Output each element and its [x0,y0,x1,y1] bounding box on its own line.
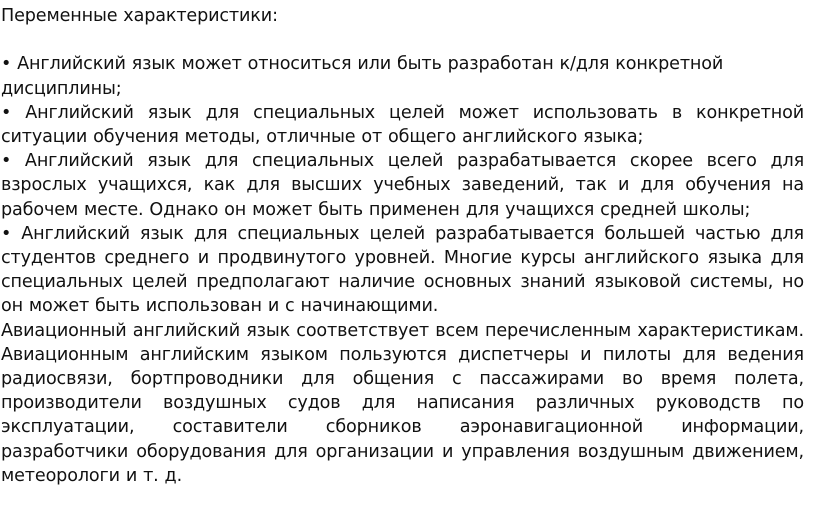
blank-line [1,28,804,52]
bullet-item-4: • Английский язык для специальных целей разрабатывается большей частью для студентов среднего и продвинутого уровней. Многие курсы английского языка для специальных целей предполагают наличие основных знаний языковой системы, но он может быть использован и с начинающими. [1,223,804,317]
bullet-item-1: • Английский язык может относиться или быть разработан к/для конкретной дисциплины; [1,54,724,99]
bullet-item-3: • Английский язык для специальных целей разрабатывается скорее всего для взрослых учащихся, как для высших учебных заведений, так и для обучения на рабочем месте. Однако он может быть применен для учащихся средней школы; [1,151,804,220]
bullet-item-2: • Английский язык для специальных целей может использовать в конкретной ситуации обучения методы, отличные от общего английского языка; [1,102,804,147]
heading: Переменные характеристики: [1,6,278,26]
aviation-paragraph: Авиационный английский язык соответствует всем перечисленным характеристикам. Авиационным английским языком пользуются диспетчеры и пилоты для ведения радиосвязи, бортпроводники для общения с пассажирами во время полета, производители воздушных судов для написания различных руководств по эксплуатации, составители сборников аэронавигационной информации, разработчики оборудования для организации и управления воздушным движением, метеорологи и т. д. [1,320,804,486]
document-text [1,4,804,488]
